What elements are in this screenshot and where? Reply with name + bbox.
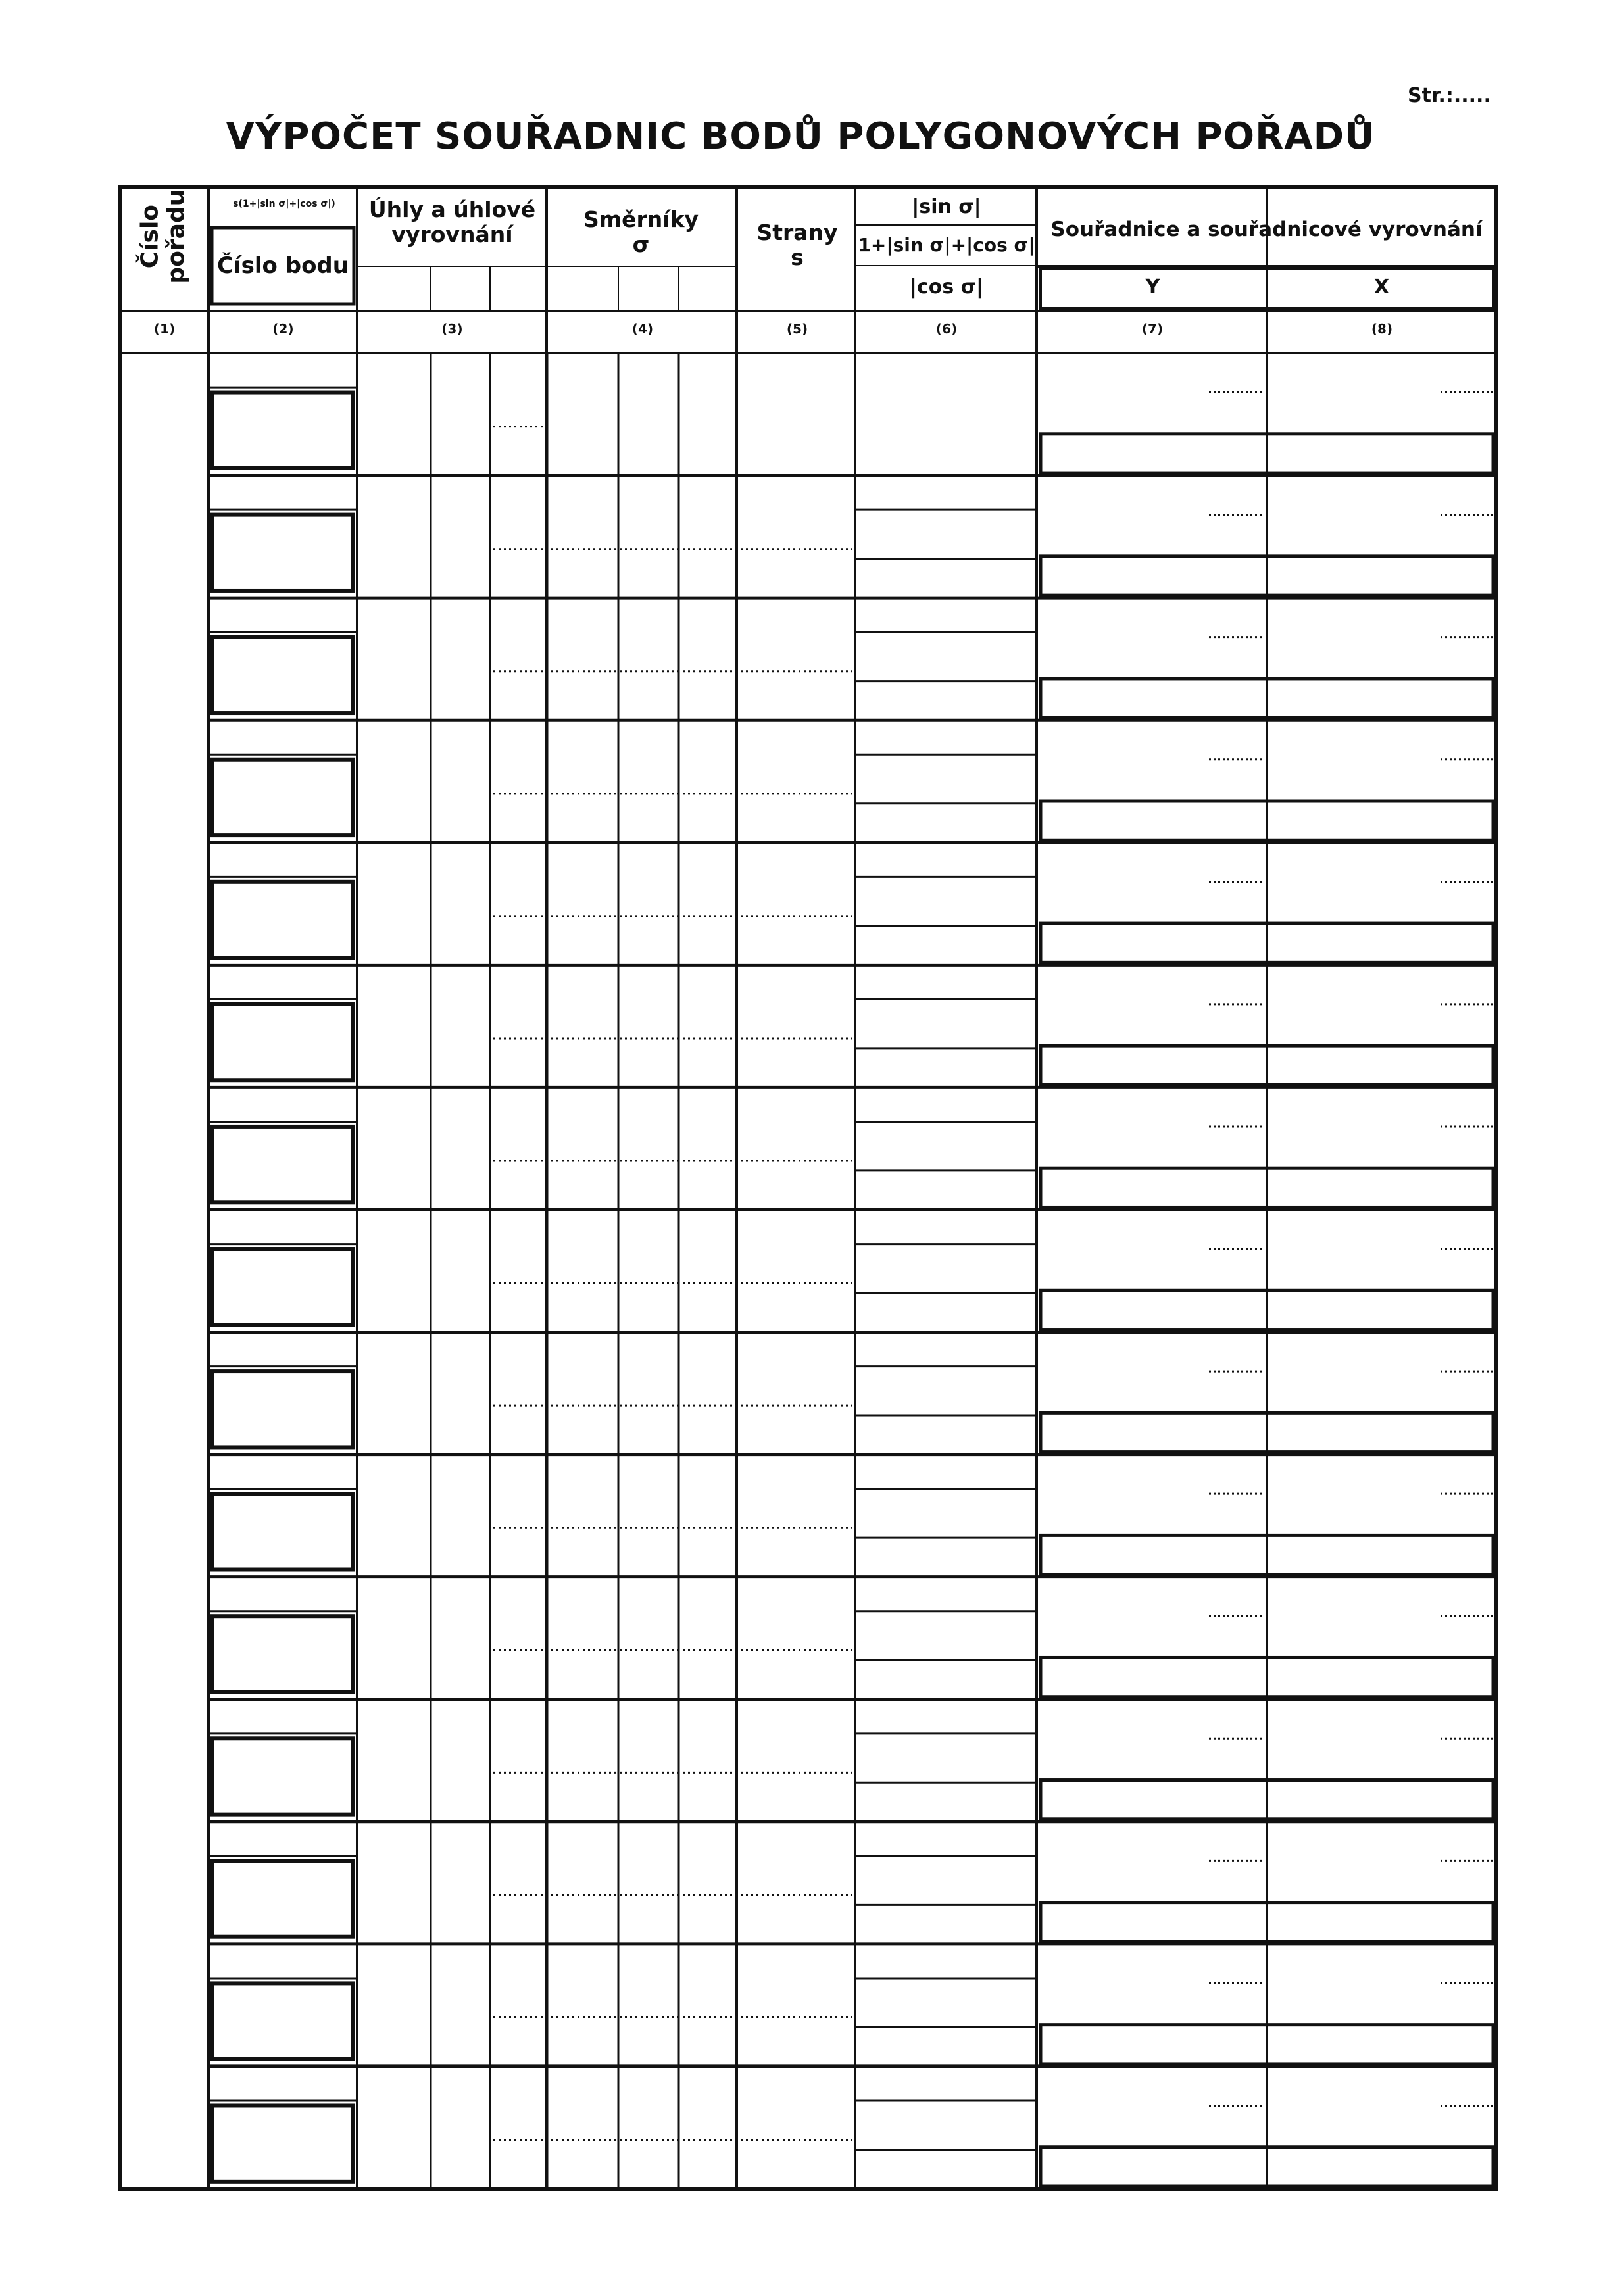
- col-number-2: (2): [272, 321, 294, 337]
- cislo-bodu-box: [212, 1983, 353, 2059]
- header-uhly: Úhly a úhlové vyrovnání: [368, 197, 536, 247]
- cislo-bodu-box: [212, 637, 353, 713]
- cislo-bodu-box: [212, 1127, 353, 1202]
- page-title: VÝPOČET SOUŘADNIC BODŮ POLYGONOVÝCH POŘADŮ: [226, 115, 1375, 158]
- cislo-bodu-box: [212, 760, 353, 835]
- header-sum: 1+|sin σ|+|cos σ|: [858, 234, 1035, 256]
- cislo-bodu-box: [212, 393, 353, 468]
- cislo-bodu-box: [212, 515, 353, 591]
- header-cell-col1: [120, 191, 206, 283]
- cislo-bodu-box: [212, 1861, 353, 1936]
- header-souradnice: Souřadnice a souřadnicové vyrovnání: [1050, 218, 1483, 241]
- header-cislo-bodu: Číslo bodu: [217, 253, 349, 279]
- header-cos: |cos σ|: [910, 276, 983, 299]
- cislo-bodu-box: [212, 1249, 353, 1325]
- col-number-5: (5): [786, 321, 808, 337]
- header-sin: |sin σ|: [912, 195, 981, 218]
- col-number-6: (6): [935, 321, 958, 337]
- col-number-7: (7): [1141, 321, 1164, 337]
- col-number-1: (1): [153, 321, 176, 337]
- col-number-8: (8): [1371, 321, 1393, 337]
- col-number-4: (4): [631, 321, 654, 337]
- form-frame: [120, 187, 1496, 2189]
- cislo-bodu-box: [212, 1616, 353, 1692]
- page-number-label: Str.:.....: [1408, 84, 1491, 107]
- cislo-bodu-box: [212, 1738, 353, 1814]
- cislo-bodu-box: [212, 882, 353, 958]
- header-x: X: [1373, 276, 1390, 299]
- cislo-bodu-box: [212, 1004, 353, 1080]
- cislo-bodu-box: [212, 1494, 353, 1569]
- header-cislo-poradu: Číslo pořadu: [136, 189, 190, 284]
- header-formula: s(1+|sin σ|+|cos σ|): [233, 199, 335, 209]
- col-number-3: (3): [441, 321, 463, 337]
- cislo-bodu-box: [212, 2105, 353, 2181]
- header-smerniky: Směrníky σ: [583, 207, 699, 257]
- header-y: Y: [1145, 276, 1160, 299]
- cislo-bodu-box: [212, 1371, 353, 1447]
- header-strany: Strany s: [756, 220, 838, 270]
